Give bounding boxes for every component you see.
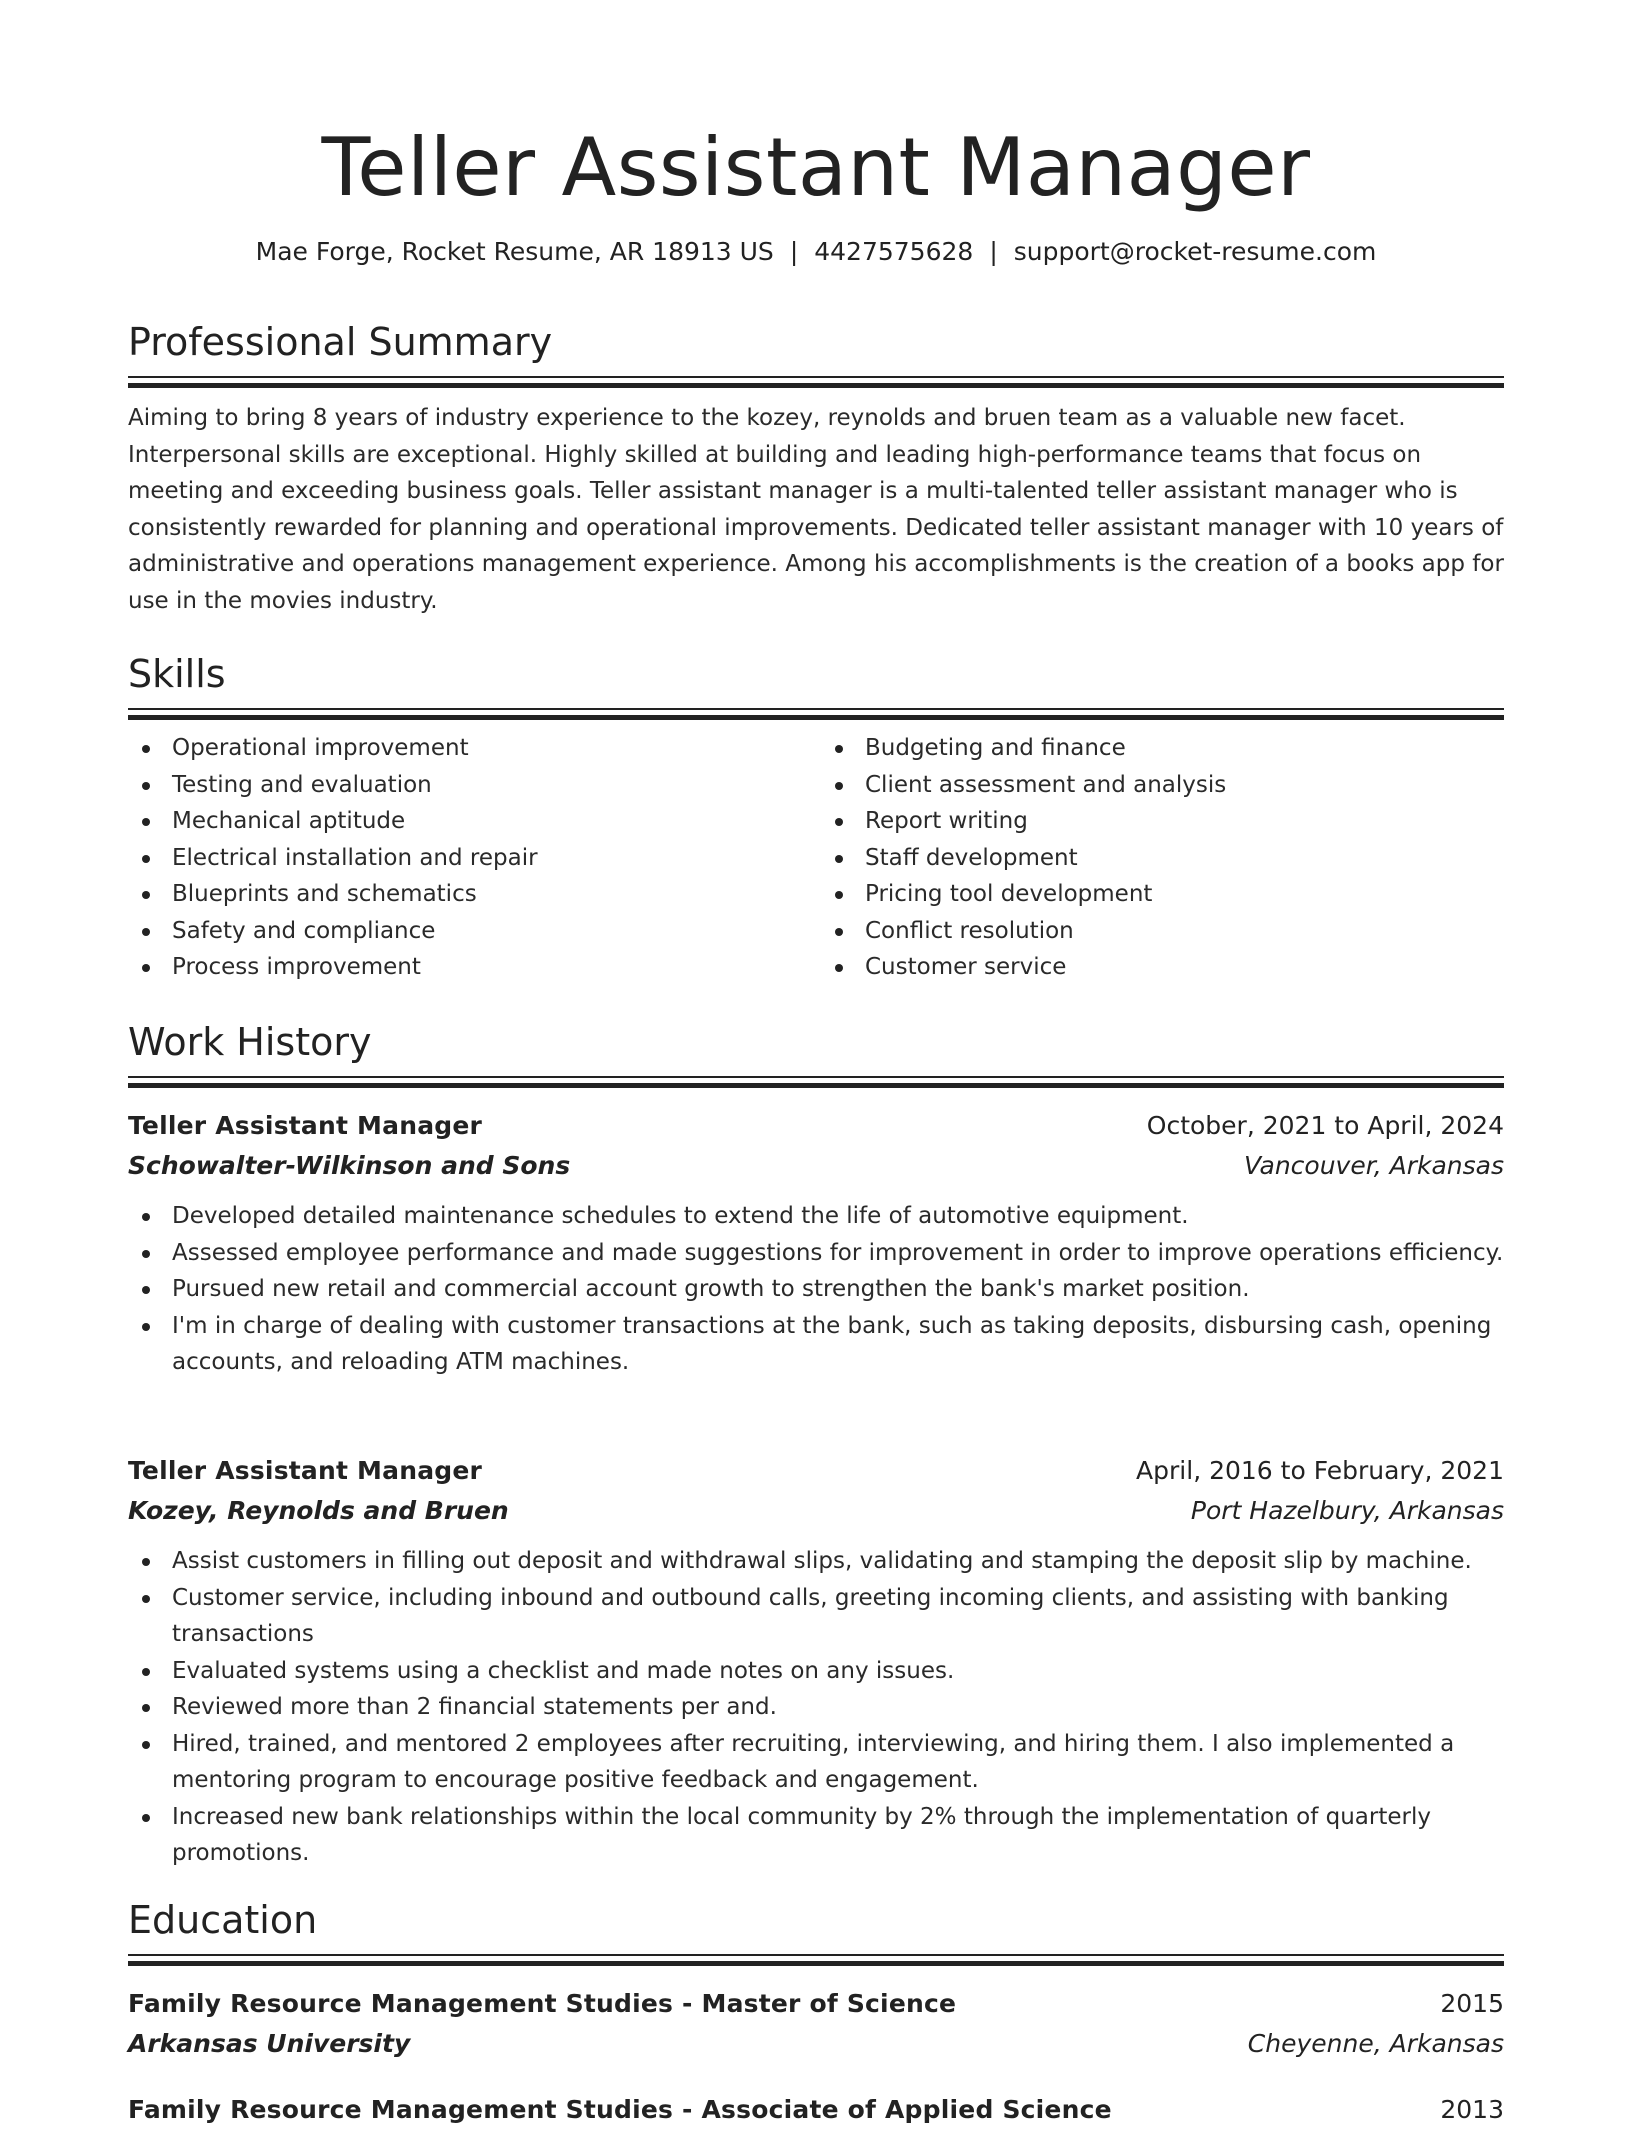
job-bullet: Assist customers in filling out deposit and withdrawal slips, validating and stamping the deposit slip by machine. xyxy=(172,1543,1504,1580)
summary-section xyxy=(128,318,1504,619)
job-title: Teller Assistant Manager xyxy=(128,1456,483,1485)
education-year: 2015 xyxy=(1440,1989,1504,2018)
job-bullet: Developed detailed maintenance schedules to extend the life of automotive equipment. xyxy=(172,1198,1504,1235)
job-title: Teller Assistant Manager xyxy=(128,1111,483,1140)
job-header-row xyxy=(128,1106,1504,1146)
contact-phone: 4427575628 xyxy=(814,237,974,266)
job-company: Schowalter-Wilkinson and Sons xyxy=(128,1151,571,1180)
contact-email: support@rocket-resume.com xyxy=(1013,237,1377,266)
job-bullet: Increased new bank relationships within the local community by 2% through the implementation of quarterly promotions. xyxy=(172,1799,1504,1872)
skills-column-right xyxy=(811,730,1504,986)
section-rule xyxy=(128,1954,1504,1966)
job-dates: April, 2016 to February, 2021 xyxy=(1136,1456,1504,1485)
contact-line xyxy=(128,234,1504,270)
job-entry xyxy=(128,1106,1504,1381)
section-rule xyxy=(128,1076,1504,1088)
section-heading: Work History xyxy=(128,1020,372,1064)
job-bullet: Reviewed more than 2 financial statements per and. xyxy=(172,1689,1504,1726)
contact-separator: | xyxy=(789,237,799,266)
resume-page xyxy=(128,0,1504,2124)
resume-title: Teller Assistant Manager xyxy=(321,121,1311,214)
contact-address: Mae Forge, Rocket Resume, AR 18913 US xyxy=(255,237,774,266)
section-heading: Professional Summary xyxy=(128,320,553,364)
skill-item: Blueprints and schematics xyxy=(172,876,811,913)
section-rule xyxy=(128,376,1504,388)
job-location: Vancouver, Arkansas xyxy=(1244,1151,1504,1180)
job-dates: October, 2021 to April, 2024 xyxy=(1146,1111,1504,1140)
skill-item: Process improvement xyxy=(172,949,811,986)
education-entry xyxy=(128,2090,1504,2130)
education-section xyxy=(128,1896,1504,2130)
summary-text: Aiming to bring 8 years of industry experience to the kozey, reynolds and bruen team as a valuable new facet. Interpersonal skills are exceptional. Highly skilled at building and leading high-performance teams that focus on meeting and exceeding business goals. Teller assistant manager is a multi-talented teller assistant manager who is consistently rewarded for planning and operational improvements. Dedicated teller assistant manager with 10 years of administrative and operations management experience. Among his accomplishments is the creation of a books app for use in the movies industry. xyxy=(128,405,1504,614)
skill-item: Safety and compliance xyxy=(172,913,811,950)
job-header-row xyxy=(128,1451,1504,1491)
job-bullet: Pursued new retail and commercial account growth to strengthen the bank's market position. xyxy=(172,1271,1504,1308)
skill-item: Pricing tool development xyxy=(865,876,1504,913)
job-bullet: I'm in charge of dealing with customer transactions at the bank, such as taking deposits, disbursing cash, opening accounts, and reloading ATM machines. xyxy=(172,1308,1504,1381)
section-rule xyxy=(128,708,1504,720)
education-location: Cheyenne, Arkansas xyxy=(1247,2029,1504,2058)
skills-list xyxy=(128,730,1504,986)
job-location: Port Hazelbury, Arkansas xyxy=(1190,1496,1504,1525)
job-bullets xyxy=(128,1543,1504,1872)
skill-item: Electrical installation and repair xyxy=(172,840,811,877)
education-school: Arkansas University xyxy=(128,2029,411,2058)
education-entry xyxy=(128,1984,1504,2064)
skill-item: Testing and evaluation xyxy=(172,767,811,804)
education-year: 2013 xyxy=(1440,2095,1504,2124)
skill-item: Operational improvement xyxy=(172,730,811,767)
job-entry xyxy=(128,1451,1504,1872)
skills-column-left xyxy=(128,730,811,986)
section-heading: Skills xyxy=(128,652,226,696)
job-bullet: Hired, trained, and mentored 2 employees after recruiting, interviewing, and hiring them. I also implemented a mentoring program to encourage positive feedback and engagement. xyxy=(172,1726,1504,1799)
education-header-row xyxy=(128,2090,1504,2130)
skill-item: Report writing xyxy=(865,803,1504,840)
education-school-row xyxy=(128,2024,1504,2064)
job-bullet: Customer service, including inbound and outbound calls, greeting incoming clients, and assisting with banking transactions xyxy=(172,1580,1504,1653)
education-header-row xyxy=(128,1984,1504,2024)
education-degree: Family Resource Management Studies - Master of Science xyxy=(128,1989,957,2018)
skill-item: Customer service xyxy=(865,949,1504,986)
job-company-row xyxy=(128,1146,1504,1186)
skill-item: Conflict resolution xyxy=(865,913,1504,950)
skills-section xyxy=(128,650,1504,986)
job-bullet: Evaluated systems using a checklist and made notes on any issues. xyxy=(172,1653,1504,1690)
job-bullet: Assessed employee performance and made suggestions for improvement in order to improve operations efficiency. xyxy=(172,1235,1504,1272)
skill-item: Budgeting and finance xyxy=(865,730,1504,767)
job-bullets xyxy=(128,1198,1504,1381)
skill-item: Mechanical aptitude xyxy=(172,803,811,840)
education-degree: Family Resource Management Studies - Associate of Applied Science xyxy=(128,2095,1112,2124)
job-company-row xyxy=(128,1491,1504,1531)
contact-separator: | xyxy=(989,237,998,266)
skill-item: Staff development xyxy=(865,840,1504,877)
work-history-section xyxy=(128,1018,1504,1381)
skill-item: Client assessment and analysis xyxy=(865,767,1504,804)
job-company: Kozey, Reynolds and Bruen xyxy=(128,1496,509,1525)
section-heading: Education xyxy=(128,1898,318,1942)
